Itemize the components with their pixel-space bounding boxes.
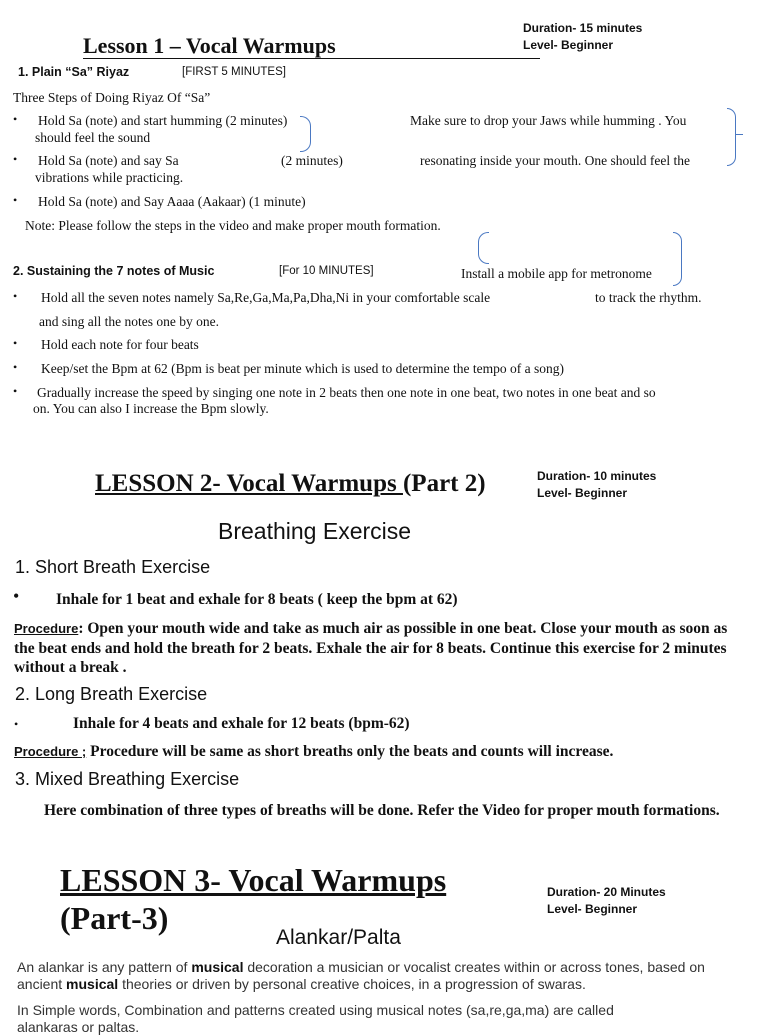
step1-item-2-note: resonating inside your mouth. One should feel the [420, 153, 690, 168]
bullet: • [13, 384, 18, 398]
lesson3-para2: In Simple words, Combination and patterns created using musical notes (sa,re,ga,ma) are called [17, 1002, 614, 1018]
step2-item-2: Hold each note for four beats [41, 337, 199, 352]
step2-item-4-cont: on. You can also I increase the Bpm slowly. [33, 401, 269, 416]
bullet: • [14, 717, 19, 731]
lesson3-duration: Duration- 20 Minutes [547, 885, 666, 899]
step1-item-2-time: (2 minutes) [281, 153, 343, 168]
ex1-heading: 1. Short Breath Exercise [15, 557, 211, 577]
step2-item-4: Gradually increase the speed by singing one note in 2 beats then one note in one beat, two notes in one beat and so [37, 385, 656, 400]
bullet: • [13, 289, 18, 303]
lesson3-title-line1: LESSON 3- Vocal Warmups [60, 862, 447, 898]
lesson1-level: Level- Beginner [523, 38, 614, 52]
bullet: • [13, 152, 18, 166]
step1-item-1-note: Make sure to drop your Jaws while humming . You [410, 113, 687, 128]
step2-side-note-2: to track the rhythm. [595, 290, 702, 305]
para-bold: musical [66, 976, 119, 992]
lesson1-title: Lesson 1 – Vocal Warmups [83, 33, 336, 58]
brace-bracket [673, 232, 682, 286]
step2-heading: 2. Sustaining the 7 notes of Music [13, 264, 215, 278]
para-text: decoration a musician or vocalist creates within or across tones, based on ancient [17, 959, 705, 992]
ex3-heading: 3. Mixed Breathing Exercise [15, 769, 240, 789]
bullet: • [13, 360, 18, 374]
procedure-label: Procedure ; [14, 744, 87, 759]
ex3-text: Here combination of three types of breaths will be done. Refer the Video for proper mouth formations. [44, 802, 720, 819]
lesson2-duration: Duration- 10 minutes [537, 469, 657, 483]
ex2-heading: 2. Long Breath Exercise [15, 684, 208, 704]
lesson2-level: Level- Beginner [537, 486, 628, 500]
lesson2-title-part: (Part 2) [402, 470, 486, 497]
procedure-text: : Open your mouth wide and take as much air as possible in one beat. Close your mouth as soon as the beat ends and hold the breath for 2 beats. Exhale the air for 8 beats. Continue this exercise for 2 minutes without a break . [14, 620, 728, 676]
step2-item-1-cont: and sing all the notes one by one. [39, 314, 219, 329]
step1-item-1: Hold Sa (note) and start humming (2 minutes) [38, 113, 288, 128]
step2-side-note: Install a mobile app for metronome [461, 266, 652, 281]
brace-bracket [478, 232, 489, 264]
ex2-procedure [14, 743, 613, 761]
bullet: • [13, 336, 18, 350]
brace-bracket [300, 116, 311, 152]
ex1-procedure [14, 619, 739, 678]
lesson2-title-main: LESSON 2- Vocal Warmups [95, 470, 403, 497]
step1-item-2: Hold Sa (note) and say Sa [38, 153, 179, 168]
step1-heading: 1. Plain “Sa” Riyaz [18, 65, 130, 79]
procedure-text: Procedure will be same as short breaths only the beats and counts will increase. [86, 743, 614, 760]
step1-intro: Three Steps of Doing Riyaz Of “Sa” [13, 90, 211, 105]
para-text: An alankar is any pattern of [17, 959, 192, 975]
lesson3-para1 [17, 959, 752, 993]
lesson2-subtitle: Breathing Exercise [218, 518, 412, 544]
step1-item-1-cont: should feel the sound [35, 130, 151, 145]
bullet: • [13, 112, 18, 126]
step2-time: [For 10 MINUTES] [279, 265, 374, 277]
step1-time: [FIRST 5 MINUTES] [182, 66, 286, 78]
bullet: • [13, 586, 20, 606]
brace-bracket [727, 108, 736, 166]
para-text: theories or driven by personal creative choices, in a progression of swaras. [118, 976, 586, 992]
ex1-bullet: Inhale for 1 beat and exhale for 8 beats ( keep the bpm at 62) [56, 591, 458, 608]
step2-item-3: Keep/set the Bpm at 62 (Bpm is beat per minute which is used to determine the tempo of a song) [41, 361, 565, 376]
bullet: • [13, 193, 18, 207]
step1-note: Note: Please follow the steps in the video and make proper mouth formation. [25, 218, 441, 233]
lesson3-level: Level- Beginner [547, 902, 638, 916]
lesson3-subtitle: Alankar/Palta [276, 926, 401, 949]
para-bold: musical [191, 959, 244, 975]
lesson1-duration: Duration- 15 minutes [523, 21, 643, 35]
step2-item-1: Hold all the seven notes namely Sa,Re,Ga,Ma,Pa,Dha,Ni in your comfortable scale [41, 290, 491, 305]
lesson3-title-line2: (Part-3) [60, 900, 169, 936]
ex2-bullet: Inhale for 4 beats and exhale for 12 beats (bpm-62) [73, 715, 410, 732]
lesson2-title [95, 470, 486, 498]
brace-tick [735, 134, 743, 135]
step1-item-2-cont: vibrations while practicing. [35, 170, 184, 185]
lesson1-title-underline [83, 58, 540, 59]
procedure-label: Procedure [14, 621, 79, 636]
step1-item-3: Hold Sa (note) and Say Aaaa (Aakaar) (1 minute) [38, 194, 306, 209]
lesson3-para2-cont: alankaras or paltas. [17, 1019, 140, 1035]
